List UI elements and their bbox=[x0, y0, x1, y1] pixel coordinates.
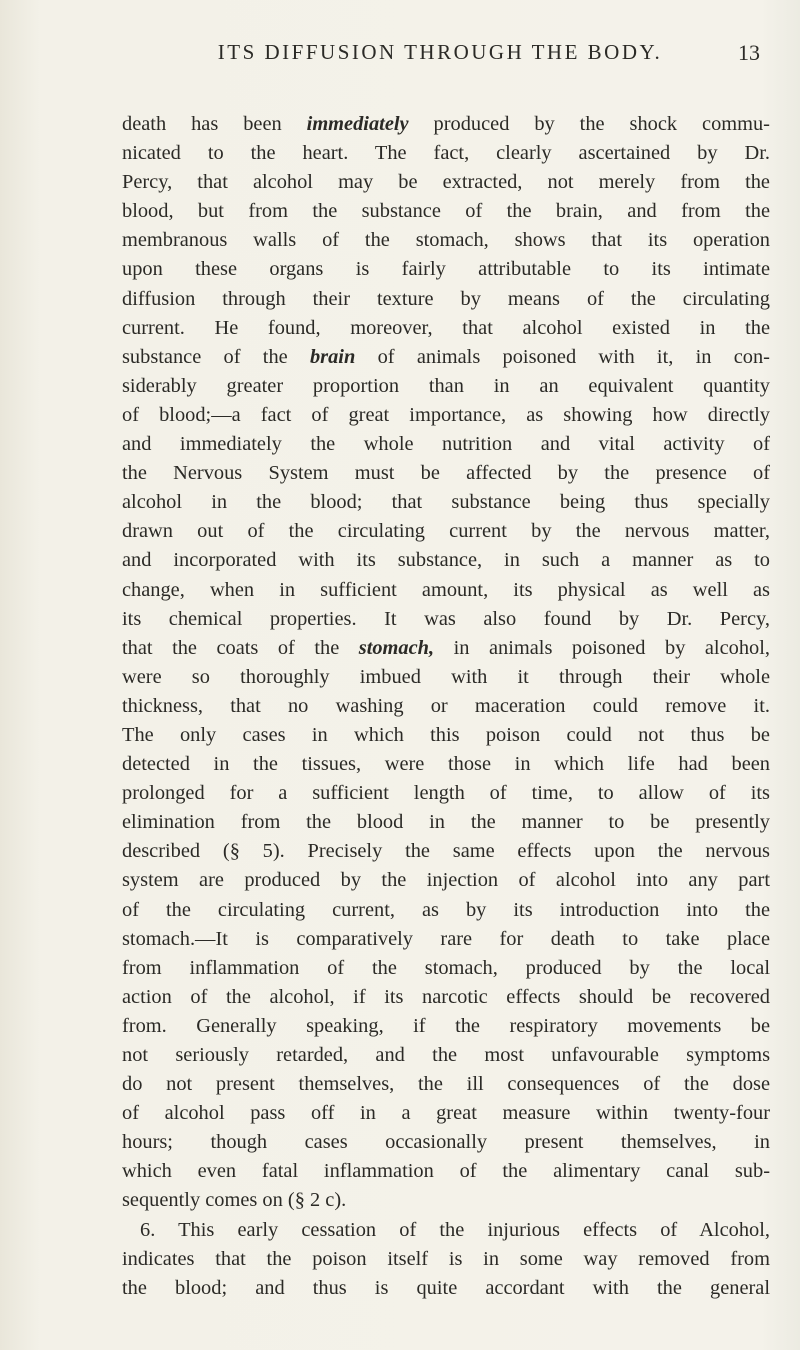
text-line bbox=[122, 634, 770, 663]
text-line: elimination from the blood in the manner to be presently bbox=[122, 811, 770, 834]
running-title: ITS DIFFUSION THROUGH THE BODY. bbox=[217, 40, 663, 64]
text-segment: produced by the shock commu- bbox=[433, 113, 770, 135]
text-segment: death has been bbox=[122, 113, 282, 135]
text-line: not seriously retarded, and the most unfavourable symptoms bbox=[122, 1044, 770, 1066]
text-line: thickness, that no washing or maceration could remove it. bbox=[122, 694, 770, 717]
text-line: membranous walls of the stomach, shows that its operation bbox=[122, 229, 770, 252]
text-line: were so thoroughly imbued with it through their whole bbox=[122, 665, 770, 688]
text-line: upon these organs is fairly attributable to its intimate bbox=[122, 258, 770, 281]
text-line: stomach.—It is comparatively rare for death to take place bbox=[122, 927, 770, 950]
text-segment: substance of the bbox=[122, 345, 288, 368]
text-line: sequently comes on (§ 2 c). bbox=[122, 1189, 347, 1212]
paragraph-1 bbox=[122, 110, 770, 1216]
text-line: of the circulating current, as by its introduction into the bbox=[122, 898, 770, 921]
text-line: which even fatal inflammation of the alimentary canal sub- bbox=[122, 1160, 770, 1183]
emphasis-immediately: immediately bbox=[306, 113, 409, 135]
text-line: the blood; and thus is quite accordant with the general bbox=[122, 1276, 770, 1299]
text-segment: in animals poisoned by alcohol, bbox=[453, 636, 770, 659]
text-segment: of animals poisoned with it, in con- bbox=[377, 345, 770, 368]
emphasis-stomach: stomach, bbox=[358, 636, 435, 659]
emphasis-brain: brain bbox=[309, 345, 356, 368]
text-line: described (§ 5). Precisely the same effects upon the nervous bbox=[122, 840, 770, 863]
body-text bbox=[122, 110, 770, 1303]
page-number: 13 bbox=[738, 40, 760, 65]
text-line: drawn out of the circulating current by the nervous matter, bbox=[122, 520, 770, 543]
text-line: its chemical properties. It was also found by Dr. Percy, bbox=[122, 607, 770, 630]
text-line: The only cases in which this poison could not thus be bbox=[122, 723, 770, 746]
text-line: action of the alcohol, if its narcotic effects should be recovered bbox=[122, 985, 770, 1008]
text-line: nicated to the heart. The fact, clearly ascertained by Dr. bbox=[122, 142, 770, 165]
text-line: and immediately the whole nutrition and vital activity of bbox=[122, 433, 770, 456]
text-line: the Nervous System must be affected by the presence of bbox=[122, 462, 770, 485]
text-line bbox=[122, 110, 770, 139]
text-line: hours; though cases occasionally present themselves, in bbox=[122, 1131, 770, 1154]
text-line: indicates that the poison itself is in some way removed from bbox=[122, 1247, 770, 1270]
text-line: blood, but from the substance of the brain, and from the bbox=[122, 200, 770, 223]
text-line: current. He found, moreover, that alcohol existed in the bbox=[122, 316, 770, 339]
text-line: do not present themselves, the ill consequences of the dose bbox=[122, 1073, 770, 1096]
text-line: and incorporated with its substance, in such a manner as to bbox=[122, 549, 770, 572]
text-line: from inflammation of the stomach, produced by the local bbox=[122, 956, 770, 979]
text-line: system are produced by the injection of alcohol into any part bbox=[122, 869, 770, 892]
text-line: siderably greater proportion than in an equivalent quantity bbox=[122, 374, 770, 397]
text-segment: that the coats of the bbox=[122, 636, 340, 659]
text-line: change, when in sufficient amount, its physical as well as bbox=[122, 578, 770, 601]
text-line: from. Generally speaking, if the respiratory movements be bbox=[122, 1014, 770, 1037]
text-line: diffusion through their texture by means of the circulating bbox=[122, 287, 770, 310]
text-line: detected in the tissues, were those in which life had been bbox=[122, 753, 770, 776]
text-line: of alcohol pass off in a great measure within twenty-four bbox=[122, 1102, 770, 1125]
text-line: 6. This early cessation of the injurious effects of Alcohol, bbox=[140, 1218, 770, 1241]
text-line: alcohol in the blood; that substance being thus specially bbox=[122, 491, 770, 514]
text-line: Percy, that alcohol may be extracted, not merely from the bbox=[122, 171, 770, 194]
paragraph-2 bbox=[122, 1216, 770, 1303]
text-line bbox=[122, 343, 770, 372]
text-line: of blood;—a fact of great importance, as showing how directly bbox=[122, 403, 770, 426]
text-line: prolonged for a sufficient length of time, to allow of its bbox=[122, 782, 770, 805]
running-head bbox=[120, 40, 760, 70]
